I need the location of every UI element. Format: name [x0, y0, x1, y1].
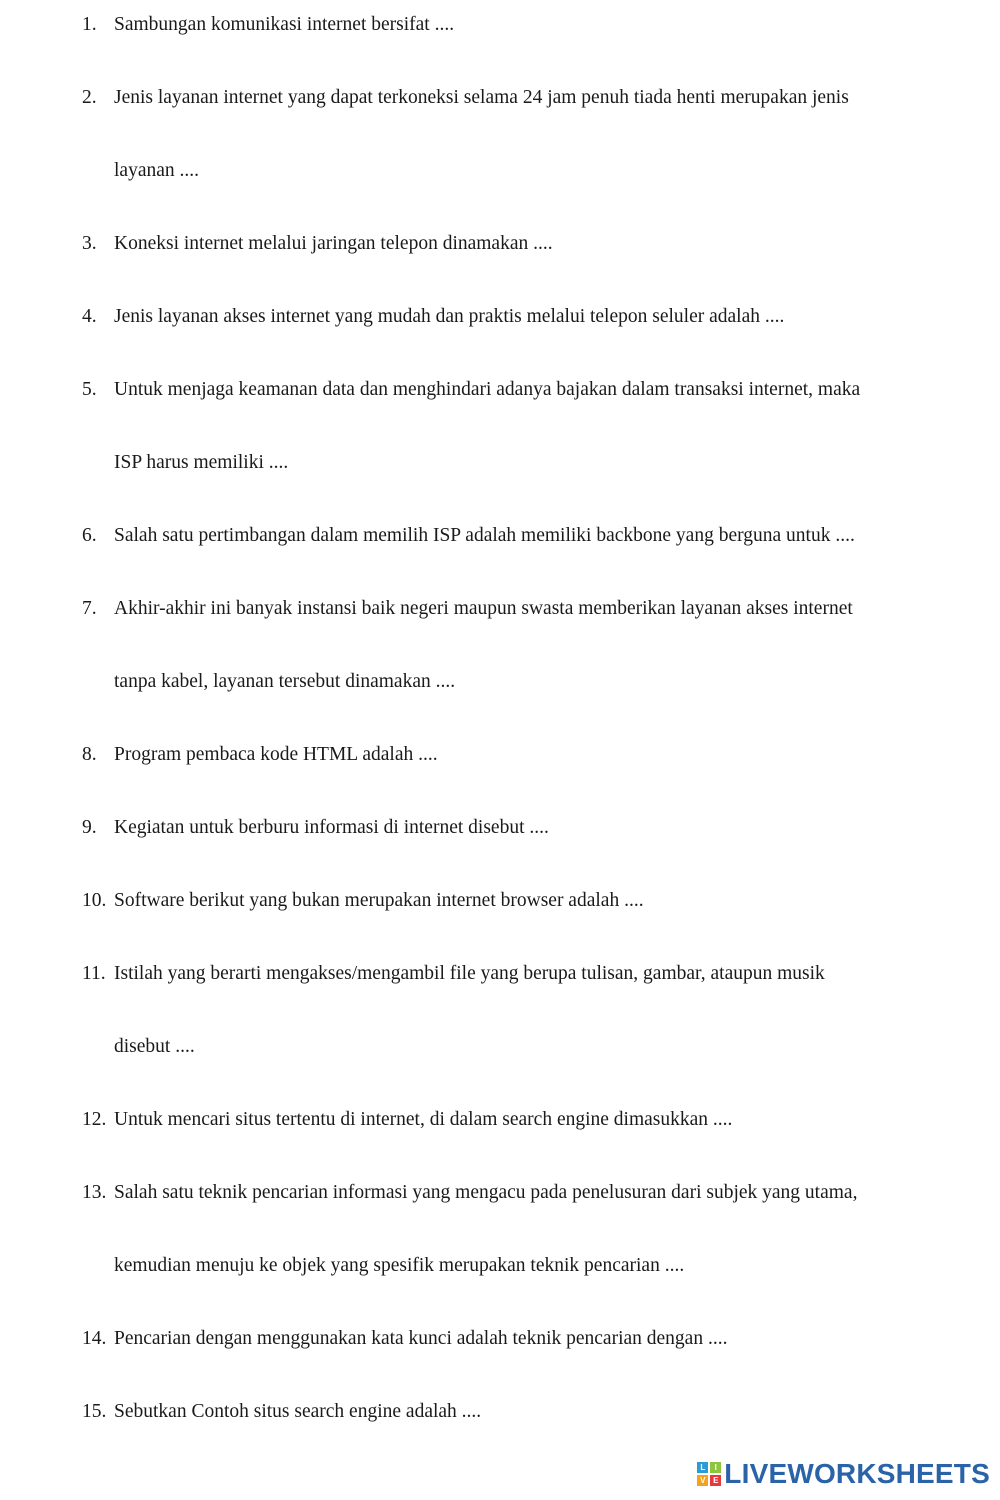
question-text: Koneksi internet melalui jaringan telepon dinamakan ....: [114, 233, 553, 254]
question-text-continued: ISP harus memiliki ....: [114, 452, 289, 473]
question-number: 1.: [82, 14, 97, 35]
question-number: 5.: [82, 379, 97, 400]
question-text-continued: kemudian menuju ke objek yang spesifik merupakan teknik pencarian ....: [114, 1255, 685, 1276]
question-text-continued: tanpa kabel, layanan tersebut dinamakan ....: [114, 671, 456, 692]
question-number: 8.: [82, 744, 97, 765]
logo-cell: E: [710, 1475, 721, 1486]
question-text: Untuk mencari situs tertentu di internet, di dalam search engine dimasukkan ....: [114, 1109, 733, 1130]
question-number: 14.: [82, 1328, 107, 1349]
question-text: Salah satu teknik pencarian informasi yang mengacu pada penelusuran dari subjek yang utama,: [114, 1182, 858, 1203]
question-number: 6.: [82, 525, 97, 546]
question-text: Sambungan komunikasi internet bersifat ....: [114, 14, 455, 35]
question-text: Pencarian dengan menggunakan kata kunci adalah teknik pencarian dengan ....: [114, 1328, 728, 1349]
question-text-continued: layanan ....: [114, 160, 200, 181]
question-text: Istilah yang berarti mengakses/mengambil file yang berupa tulisan, gambar, ataupun musik: [114, 963, 825, 984]
question-text: Salah satu pertimbangan dalam memilih ISP adalah memiliki backbone yang berguna untuk ....: [114, 525, 855, 546]
question-number: 2.: [82, 87, 97, 108]
question-text: Kegiatan untuk berburu informasi di internet disebut ....: [114, 817, 549, 838]
question-number: 10.: [82, 890, 107, 911]
question-number: 13.: [82, 1182, 107, 1203]
question-number: 11.: [82, 963, 106, 984]
question-text: Jenis layanan internet yang dapat terkoneksi selama 24 jam penuh tiada henti merupakan jenis: [114, 87, 849, 108]
question-number: 7.: [82, 598, 97, 619]
question-text: Software berikut yang bukan merupakan internet browser adalah ....: [114, 890, 644, 911]
logo-cell: L: [697, 1462, 708, 1473]
liveworksheets-logo-icon: [697, 1462, 721, 1486]
question-text: Sebutkan Contoh situs search engine adalah ....: [114, 1401, 482, 1422]
question-number: 3.: [82, 233, 97, 254]
question-text: Akhir-akhir ini banyak instansi baik negeri maupun swasta memberikan layanan akses internet: [114, 598, 853, 619]
logo-cell: I: [710, 1462, 721, 1473]
question-number: 15.: [82, 1401, 107, 1422]
liveworksheets-brand: [697, 1457, 990, 1491]
liveworksheets-wordmark: LIVEWORKSHEETS: [724, 1458, 990, 1489]
question-number: 9.: [82, 817, 97, 838]
question-number: 4.: [82, 306, 97, 327]
question-text: Program pembaca kode HTML adalah ....: [114, 744, 438, 765]
logo-cell: V: [697, 1475, 708, 1486]
question-text: Jenis layanan akses internet yang mudah dan praktis melalui telepon seluler adalah ....: [114, 306, 785, 327]
question-number: 12.: [82, 1109, 107, 1130]
question-text: Untuk menjaga keamanan data dan menghindari adanya bajakan dalam transaksi internet, maka: [114, 379, 861, 400]
question-text-continued: disebut ....: [114, 1036, 195, 1057]
